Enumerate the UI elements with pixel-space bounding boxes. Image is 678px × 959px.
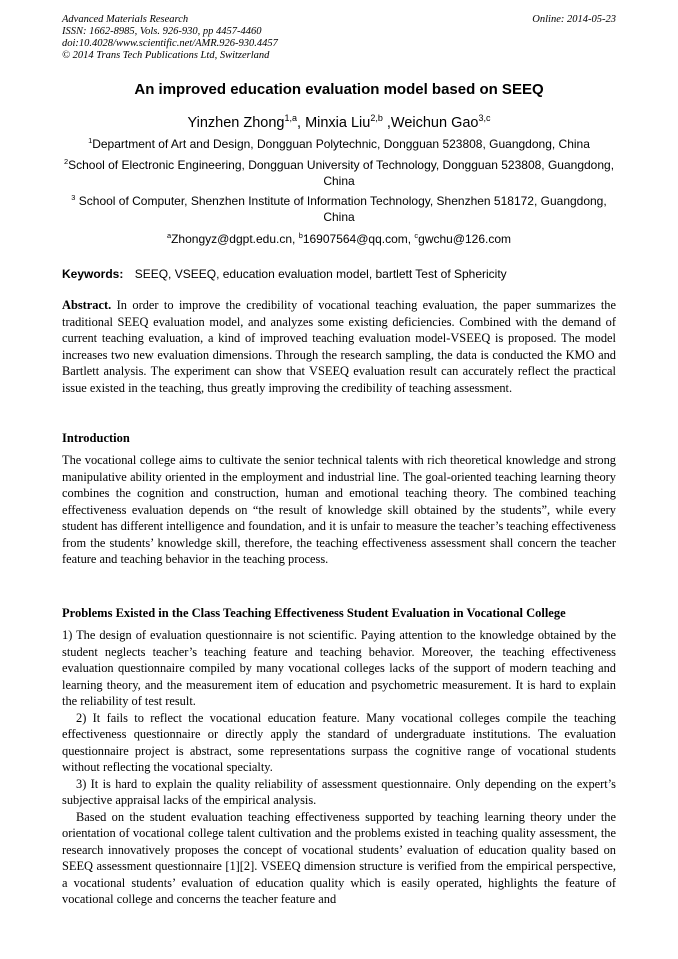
affiliation-3 xyxy=(62,193,616,225)
affiliation-number: 1 xyxy=(88,136,93,145)
keywords xyxy=(62,267,616,281)
author-name: Minxia Liu xyxy=(305,115,371,131)
email-line xyxy=(62,231,616,247)
keywords-text: SEEQ, VSEEQ, education evaluation model, bartlett Test of Sphericity xyxy=(134,267,507,281)
email-mark: b xyxy=(298,231,303,240)
abstract-text: In order to improve the credibility of vocational teaching evaluation, the paper summarizes the traditional SEEQ evaluation model, and analyzes some existing deficiencies. Combined with the demand of current teaching evaluation, a kind of improved teaching evaluation model-VSEEQ is proposed. The model increases two new evaluation dimensions. Through the research sampling, the data is conducted the KMO and Bartlett analysis. The experiment can show that VSEEQ evaluation result can accurately reflect the practical issue existed in the teaching, thus greatly improving the credibility of teaching assessment. xyxy=(62,298,616,395)
issn-line: ISSN: 1662-8985, Vols. 926-930, pp 4457-4460 xyxy=(62,26,262,37)
copyright-line: © 2014 Trans Tech Publications Ltd, Switzerland xyxy=(62,50,270,61)
author-name: Yinzhen Zhong xyxy=(187,115,285,131)
journal-name: Advanced Materials Research xyxy=(62,14,189,25)
author-list: Yinzhen Zhong$^{1,a}$, Minxia Liu$^{2,b}$ ,Weichun Gao$^{3,c}$ xyxy=(187,113,491,131)
online-date: Online: 2014-05-23 xyxy=(532,14,616,25)
problems-paragraph-2: 2) It fails to reflect the vocational education feature. Many vocational colleges compile the teaching effectiveness questionnaire or directly apply the standard of undergraduate institutions. The evaluation questionnaire project is abstract, some representations surpass the cognitive range of vocational students without reflecting the vocational specialty. xyxy=(62,710,616,774)
abstract-label: Abstract. xyxy=(62,298,112,312)
problems-paragraph-4: Based on the student evaluation teaching effectiveness supported by teaching learning theory under the orientation of vocational college talent cultivation and the problems existed in teaching quality assessment, the research innovatively proposes the concept of vocational students’ evaluation of education quality based on SEEQ assessment questionnaire [1][2]. VSEEQ dimension structure is verified from the empirical perspective, a vocational students’ evaluation of education quality which is easily operated, highlights the feature of vocational college and concerns the teacher feature and xyxy=(62,809,616,906)
affiliation-text: Department of Art and Design, Dongguan Polytechnic, Dongguan 523808, Guangdong, China xyxy=(92,137,590,151)
author-affiliation-mark: 2,b xyxy=(370,113,383,124)
author-affiliation-mark: 1,a xyxy=(284,113,297,124)
email-mark: a xyxy=(166,231,172,240)
introduction-heading: Introduction xyxy=(62,431,130,445)
affiliation-number: 2 xyxy=(63,157,69,166)
introduction-text: The vocational college aims to cultivate the senior technical talents with rich theoretical knowledge and strong manipulative ability oriented in the employment and industrial line. The goal-oriented teaching learning theory combines the cognition and construction, human and emotional teaching theory. The combined teaching effectiveness evaluation depends on “the result of knowledge skill obtained by the students”, while every student has different intelligence and foundation, and it is unfair to measure the teacher’s teaching effectiveness from the students’ knowledge skill, therefore, the teaching effectiveness assessment shall concern the teacher feature and teaching behavior in the teaching process. xyxy=(62,453,616,566)
email-address[interactable]: gwchu@126.com xyxy=(418,232,512,246)
affiliation-1 xyxy=(62,136,616,152)
keywords-label: Keywords: xyxy=(62,267,124,281)
affiliation-2 xyxy=(62,157,616,189)
author-affiliation-mark: 3,c xyxy=(478,113,491,124)
affiliation-number: 3 xyxy=(71,193,76,202)
email-address[interactable]: Zhongyz@dgpt.edu.cn, xyxy=(171,232,299,246)
doi-line[interactable]: doi:10.4028/www.scientific.net/AMR.926-930.4457 xyxy=(62,38,278,49)
author-name: Weichun Gao xyxy=(390,115,479,131)
affiliation-text: School of Computer, Shenzhen Institute of Information Technology, Shenzhen 518172, Guangdong, China xyxy=(78,194,607,224)
affiliation-text: School of Electronic Engineering, Dongguan University of Technology, Dongguan 523808, Guangdong, China xyxy=(68,158,615,188)
email-address[interactable]: 16907564@qq.com, xyxy=(302,232,415,246)
journal-header xyxy=(62,14,616,62)
problems-paragraph-1: 1) The design of evaluation questionnaire is not scientific. Paying attention to the knowledge obtained by the student neglects teacher’s teaching feature and teaching behavior. Moreover, the teaching effectiveness evaluation questionnaire compiled by many vocational colleges lacks of the support of modern teaching and learning theory, and the measurement item of education and psychometric measurement. It is hard to explain the reliability of test result. xyxy=(62,628,616,708)
abstract xyxy=(62,297,616,396)
problems-section xyxy=(62,627,616,908)
problems-paragraph-3: 3) It is hard to explain the quality reliability of assessment questionnaire. Only depending on the expert’s subjective appraisal lacks of the empirical analysis. xyxy=(62,776,616,807)
paper-title: An improved education evaluation model based on SEEQ xyxy=(134,81,544,98)
email-mark: c xyxy=(414,231,419,240)
problems-heading: Problems Existed in the Class Teaching Effectiveness Student Evaluation in Vocational College xyxy=(62,606,566,620)
